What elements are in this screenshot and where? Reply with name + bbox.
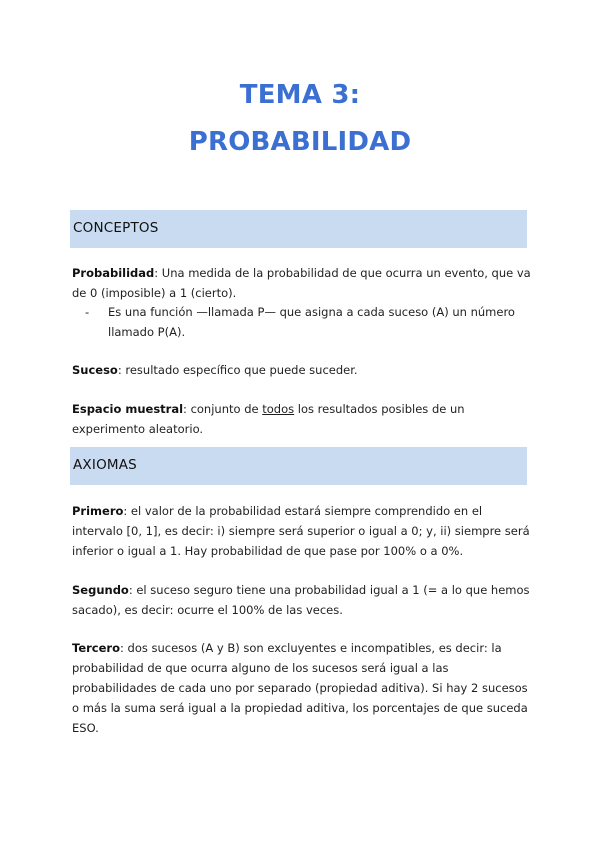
paragraph-suceso [72,360,534,380]
definition-text-after: los resultados posibles de un experimento aleatorio. [72,402,465,436]
paragraph-segundo [72,580,534,620]
definition-text: : Una medida de la probabilidad de que ocurra un evento, que va de 0 (imposible) a 1 (cierto). [72,266,531,300]
underlined-word: todos [262,402,295,416]
paragraph-primero [72,501,534,561]
term-label: Suceso [72,363,118,377]
term-label: Primero [72,504,124,518]
paragraph-probabilidad [72,263,534,303]
title-line-1: TEMA 3: [239,80,361,110]
definition-text: : dos sucesos (A y B) son excluyentes e incompatibles, es decir: la probabilidad de que ocurra alguno de los sucesos será igual a las probabilidades de cada uno por separado (propiedad aditiva). Si hay 2 sucesos o más la suma será igual a la propiedad aditiva, los porcentajes de que suceda ESO. [72,641,528,735]
section-heading: CONCEPTOS [73,220,159,236]
definition-text-before: : conjunto de [183,402,263,416]
section-header-conceptos [70,210,527,248]
bullet-dash: - [85,305,90,319]
definition-text: : el suceso seguro tiene una probabilidad igual a 1 (= a lo que hemos sacado), es decir: ocurre el 100% de las veces. [72,583,530,617]
definition-text: : resultado específico que puede suceder. [117,363,358,377]
bullet-text: Es una función —llamada P— que asigna a cada suceso (A) un número llamado P(A). [108,305,515,339]
section-heading: AXIOMAS [73,457,137,473]
paragraph-tercero [72,638,534,738]
term-label: Probabilidad [72,266,155,280]
term-label: Espacio muestral [72,402,184,416]
paragraph-espacio-muestral [72,399,534,439]
term-label: Tercero [72,641,120,655]
definition-text: : el valor de la probabilidad estará siempre comprendido en el intervalo [0, 1], es decir: i) siempre será superior o igual a 0; y, ii) siempre será inferior o igual a 1. Hay probabilidad de que pase por 100% o a 0%. [72,504,530,558]
section-header-axiomas [70,447,527,485]
title-line-2: PROBABILIDAD [188,127,412,157]
term-label: Segundo [72,583,129,597]
